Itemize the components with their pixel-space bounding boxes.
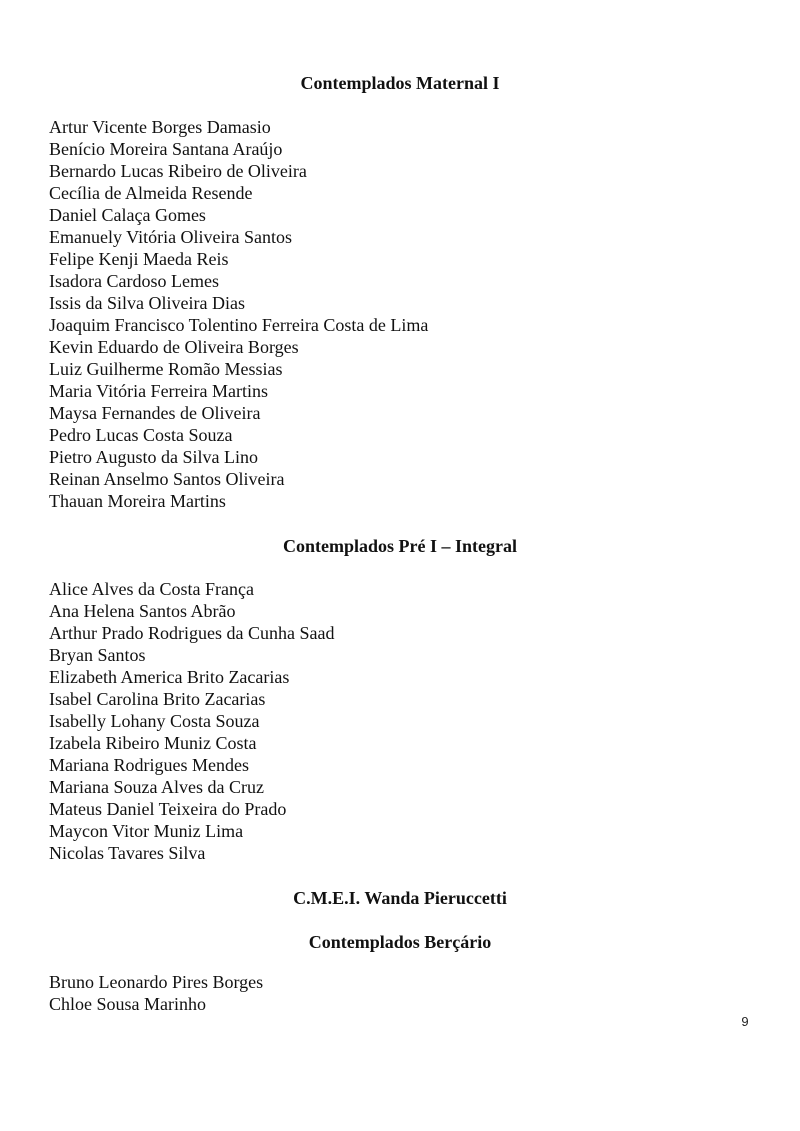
list-item: Arthur Prado Rodrigues da Cunha Saad xyxy=(49,623,335,643)
list-item: Isabel Carolina Brito Zacarias xyxy=(49,689,266,709)
list-item: Alice Alves da Costa França xyxy=(49,579,254,599)
section-heading-pre-integral: Contemplados Pré I – Integral xyxy=(283,536,517,556)
list-item: Nicolas Tavares Silva xyxy=(49,843,206,863)
list-item: Felipe Kenji Maeda Reis xyxy=(49,249,229,269)
list-item: Artur Vicente Borges Damasio xyxy=(49,117,271,137)
list-item: Maria Vitória Ferreira Martins xyxy=(49,381,269,401)
list-item: Maycon Vitor Muniz Lima xyxy=(49,821,244,841)
list-item: Bruno Leonardo Pires Borges xyxy=(49,972,264,992)
list-item: Mariana Souza Alves da Cruz xyxy=(49,777,264,797)
list-item: Daniel Calaça Gomes xyxy=(49,205,206,225)
list-item: Benício Moreira Santana Araújo xyxy=(49,139,283,159)
list-item: Thauan Moreira Martins xyxy=(49,491,226,511)
list-item: Elizabeth America Brito Zacarias xyxy=(49,667,290,687)
list-item: Maysa Fernandes de Oliveira xyxy=(49,403,261,423)
section-heading-bercario: Contemplados Berçário xyxy=(308,932,492,952)
list-item: Mateus Daniel Teixeira do Prado xyxy=(49,799,287,819)
name-list-maternal xyxy=(49,116,428,512)
list-item: Bryan Santos xyxy=(49,645,146,665)
list-item: Joaquim Francisco Tolentino Ferreira Costa de Lima xyxy=(49,315,429,335)
list-item: Isabelly Lohany Costa Souza xyxy=(49,711,260,731)
list-item: Emanuely Vitória Oliveira Santos xyxy=(49,227,293,247)
list-item: Reinan Anselmo Santos Oliveira xyxy=(49,469,285,489)
list-item: Pietro Augusto da Silva Lino xyxy=(49,447,258,467)
list-item: Izabela Ribeiro Muniz Costa xyxy=(49,733,257,753)
list-item: Mariana Rodrigues Mendes xyxy=(49,755,249,775)
page-number: 9 xyxy=(741,1014,749,1029)
list-item: Issis da Silva Oliveira Dias xyxy=(49,293,245,313)
section-heading-maternal: Contemplados Maternal I xyxy=(300,73,500,93)
list-item: Luiz Guilherme Romão Messias xyxy=(49,359,283,379)
name-list-pre-integral xyxy=(49,578,334,864)
name-list-bercario xyxy=(49,971,263,1015)
list-item: Kevin Eduardo de Oliveira Borges xyxy=(49,337,299,357)
list-item: Ana Helena Santos Abrão xyxy=(49,601,236,621)
list-item: Isadora Cardoso Lemes xyxy=(49,271,219,291)
list-item: Chloe Sousa Marinho xyxy=(49,994,206,1014)
list-item: Pedro Lucas Costa Souza xyxy=(49,425,233,445)
list-item: Bernardo Lucas Ribeiro de Oliveira xyxy=(49,161,307,181)
institution-title: C.M.E.I. Wanda Pieruccetti xyxy=(293,888,507,908)
list-item: Cecília de Almeida Resende xyxy=(49,183,253,203)
